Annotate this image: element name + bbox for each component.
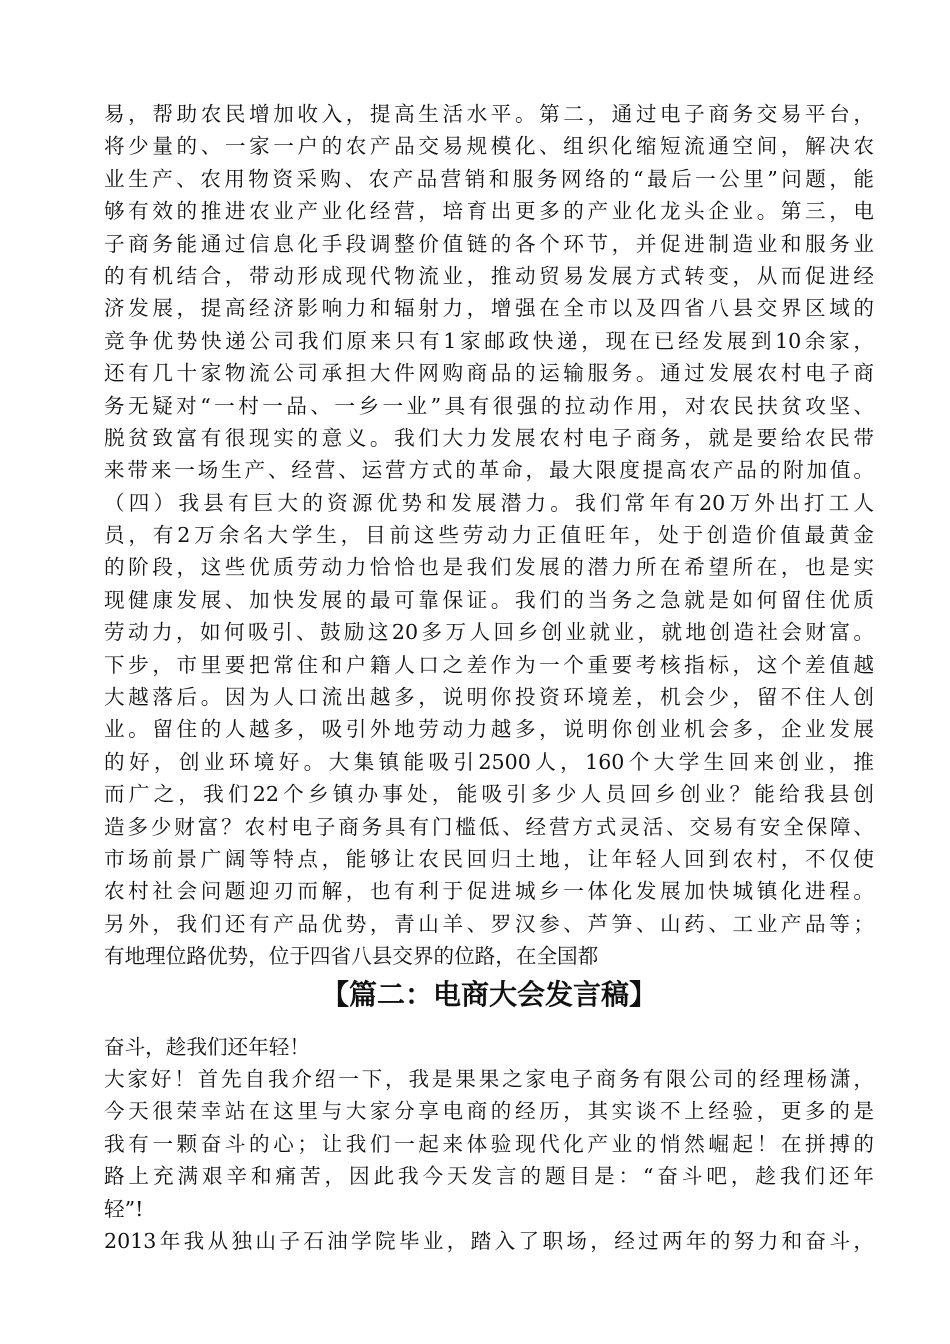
- text-line: （四）我县有巨大的资源优势和发展潜力。我们常年有20万外出打工人: [104, 490, 874, 515]
- text-line: 另外，我们还有产品优势，青山羊、罗汉参、芦笋、山药、工业产品等；: [104, 911, 874, 936]
- text-line: 的有机结合，带动形成现代物流业，推动贸易发展方式转变，从而促进经: [104, 263, 874, 288]
- text-line: 业。留住的人越多，吸引外地劳动力越多，说明你创业机会多，企业发展: [104, 717, 874, 742]
- text-line: 够有效的推进农业产业化经营，培育出更多的产业化龙头企业。第三，电: [104, 199, 874, 224]
- text-line: 业生产、农用物资采购、农产品营销和服务网络的“最后一公里”问题，能: [104, 166, 874, 191]
- text-line: 子商务能通过信息化手段调整价值链的各个环节，并促进制造业和服务业: [104, 231, 874, 256]
- text-line: 济发展，提高经济影响力和辐射力，增强在全市以及四省八县交界区域的: [104, 296, 874, 321]
- text-line: 易，帮助农民增加收入，提高生活水平。第二，通过电子商务交易平台，: [104, 102, 874, 126]
- text-line: 大越落后。因为人口流出越多，说明你投资环境差，机会少，留不住人创: [104, 685, 874, 710]
- text-line: 竞争优势快递公司我们原来只有1家邮政快递，现在已经发展到10余家，: [104, 328, 874, 353]
- text-line: 现健康发展、加快发展的最可靠保证。我们的当务之急就是如何留住优质: [104, 587, 874, 612]
- text-line: 来带来一场生产、经营、运营方式的革命，最大限度提高农产品的附加值。: [104, 458, 874, 483]
- text-line: 大家好！首先自我介绍一下，我是果果之家电子商务有限公司的经理杨潇，: [104, 1066, 874, 1091]
- text-line: 的阶段，这些优质劳动力恰恰也是我们发展的潜力所在希望所在，也是实: [104, 555, 874, 580]
- text-line: 市场前景广阔等特点，能够让农民回归土地，让年轻人回到农村，不仅使: [104, 846, 874, 871]
- text-line: 将少量的、一家一户的农产品交易规模化、组织化缩短流通空间，解决农: [104, 134, 874, 159]
- text-line: 劳动力，如何吸引、鼓励这20多万人回乡创业就业，就地创造社会财富。: [104, 620, 874, 645]
- text-line: 农村社会问题迎刃而解，也有利于促进城乡一体化发展加快城镇化进程。: [104, 879, 874, 904]
- text-line: 还有几十家物流公司承担大件网购商品的运输服务。通过发展农村电子商: [104, 361, 874, 386]
- text-line: 2013年我从独山子石油学院毕业，踏入了职场，经过两年的努力和奋斗，: [104, 1228, 874, 1253]
- text-line: 而广之，我们22个乡镇办事处，能吸引多少人员回乡创业？能给我县创: [104, 782, 874, 807]
- text-line: 造多少财富？农村电子商务具有门槛低、经营方式灵活、交易有安全保障、: [104, 814, 874, 839]
- text-line: 奋斗，趁我们还年轻！: [104, 1034, 310, 1059]
- text-line: 的好，创业环境好。大集镇能吸引2500人，160个大学生回来创业，推: [104, 749, 874, 774]
- section-2-body: [104, 1031, 874, 1258]
- text-line: 我有一颗奋斗的心；让我们一起来体验现代化产业的悄然崛起！在拼搏的: [104, 1131, 874, 1156]
- section-1-body: [104, 98, 874, 973]
- text-line: 下步，市里要把常住和户籍人口之差作为一个重要考核指标，这个差值越: [104, 652, 874, 677]
- text-line: 轻”!: [104, 1196, 144, 1221]
- text-line: 务无疑对“一村一品、一乡一业”具有很强的拉动作用，对农民扶贫攻坚、: [104, 393, 874, 418]
- document-page: [104, 98, 874, 1257]
- text-line: 员，有2万余名大学生，目前这些劳动力正值旺年，处于创造价值最黄金: [104, 523, 874, 548]
- section-heading: 【篇二：电商大会发言稿】: [320, 977, 657, 1011]
- text-line: 路上充满艰辛和痛苦，因此我今天发言的题目是：“奋斗吧，趁我们还年: [104, 1164, 874, 1189]
- text-line: 今天很荣幸站在这里与大家分享电商的经历，其实谈不上经验，更多的是: [104, 1099, 874, 1124]
- text-line: 有地理位路优势，位于四省八县交界的位路，在全国都: [104, 944, 599, 969]
- text-line: 脱贫致富有很现实的意义。我们大力发展农村电子商务，就是要给农民带: [104, 425, 874, 450]
